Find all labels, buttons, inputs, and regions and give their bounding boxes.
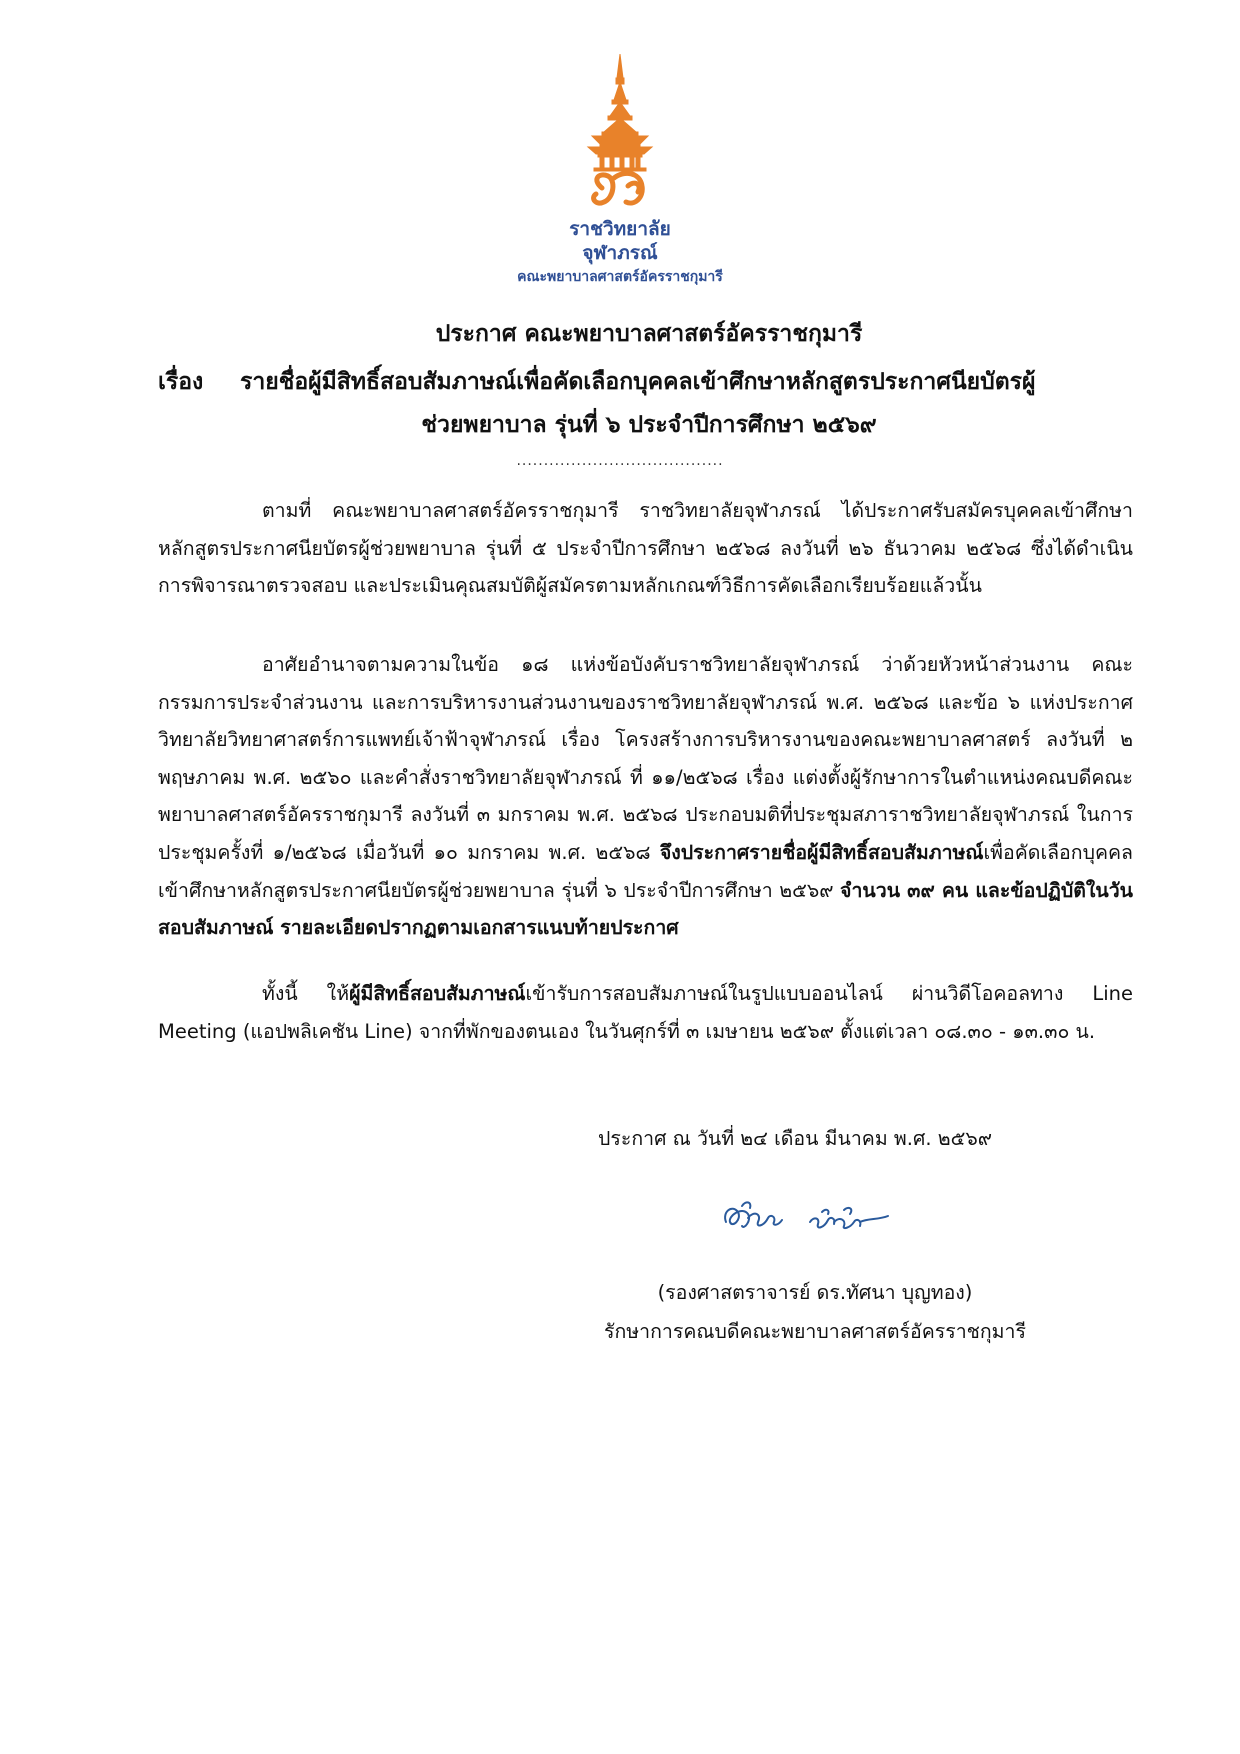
paragraph-1 — [158, 492, 1133, 605]
paragraph-3-part-a: ทั้งนี้ ให้ — [262, 982, 350, 1005]
paragraph-2 — [158, 646, 1133, 947]
handwritten-signature-icon — [718, 1192, 908, 1242]
paragraph-2-bold-d: จำนวน ๓๙ คน และข้อปฏิบัติในวันสอบสัมภาษณ์ รายละเอียดปรากฏตามเอกสารแนบท้ายประกาศ — [158, 878, 1134, 940]
paragraph-2-bold-a: จึงประกาศรายชื่อผู้มีสิทธิ์สอบสัมภาษณ์ — [659, 840, 984, 864]
logo-line-chulabhorn: จุฬาภรณ์ — [582, 242, 658, 264]
logo-line-college: ราชวิทยาลัย — [569, 218, 671, 240]
paragraph-2-text — [158, 646, 1133, 947]
paragraph-3-bold-b: ผู้มีสิทธิ์สอบสัมภาษณ์ — [349, 982, 526, 1005]
subject-label: เรื่อง — [158, 369, 204, 395]
crown-emblem-icon — [520, 48, 720, 218]
separator-dots: ...................................... — [516, 453, 724, 469]
subject-text-line2: ช่วยพยาบาล รุ่นที่ ๖ ประจำปีการศึกษา ๒๕๖๙ — [421, 412, 877, 438]
announcement-date: ประกาศ ณ วันที่ ๒๔ เดือน มีนาคม พ.ศ. ๒๕๖๙ — [598, 1127, 992, 1150]
signer-name: (รองศาสตราจารย์ ดร.ทัศนา บุญทอง) — [657, 1281, 973, 1304]
announcement-title: ประกาศ คณะพยาบาลศาสตร์อัครราชกุมารี — [435, 321, 863, 347]
paragraph-1-text: ตามที่ คณะพยาบาลศาสตร์อัครราชกุมารี ราชวิทยาลัยจุฬาภรณ์ ได้ประกาศรับสมัครบุคคลเข้าศึกษา หลักสูตรประกาศนียบัตรผู้ช่วยพยาบาล รุ่นที่ ๕ ประจำปีการศึกษา ๒๕๖๘ ลงวันที่ ๒๖ ธันวาคม ๒๕๖๘ ซึ่งได้ดำเนินการพิจารณาตรวจสอบ และประเมินคุณสมบัติผู้สมัครตามหลักเกณฑ์วิธีการคัดเลือกเรียบร้อยแล้วนั้น — [158, 499, 1133, 598]
paragraph-3 — [158, 975, 1133, 1050]
paragraph-3-text — [158, 975, 1133, 1050]
paragraph-2-part-a: อาศัยอำนาจตามความในข้อ ๑๘ แห่งข้อบังคับราชวิทยาลัยจุฬาภรณ์ ว่าด้วยหัวหน้าส่วนงาน คณะกรรมการประจำส่วนงาน และการบริหารงานส่วนงานของราชวิทยาลัยจุฬาภรณ์ พ.ศ. ๒๕๖๘ และข้อ ๖ แห่งประกาศวิทยาลัยวิทยาศาสตร์การแพทย์เจ้าฟ้าจุฬาภรณ์ เรื่อง โครงสร้างการบริหารงานของคณะพยาบาลศาสตร์ ลงวันที่ ๒ พฤษภาคม พ.ศ. ๒๕๖๐ และคำสั่งราชวิทยาลัยจุฬาภรณ์ ที่ ๑๑/๒๕๖๘ เรื่อง แต่งตั้งผู้รักษาการในตำแหน่งคณบดีคณะพยาบาลศาสตร์อัครราชกุมารี ลงวันที่ ๓ มกราคม พ.ศ. ๒๕๖๘ ประกอบมติที่ประชุมสภาราชวิทยาลัยจุฬาภรณ์ ในการประชุมครั้งที่ ๑/๒๕๖๘ เมื่อวันที่ ๑๐ มกราคม พ.ศ. ๒๕๖๘ — [158, 653, 1133, 864]
signer-title: รักษาการคณบดีคณะพยาบาลศาสตร์อัครราชกุมารี — [604, 1320, 1026, 1343]
subject-text-line1: รายชื่อผู้มีสิทธิ์สอบสัมภาษณ์เพื่อคัดเลือกบุคคลเข้าศึกษาหลักสูตรประกาศนียบัตรผู้ — [240, 369, 1036, 395]
subject-heading — [158, 362, 1140, 402]
institution-logo — [517, 48, 723, 298]
paragraph-2-part-c: เพื่อคัดเลือกบุคคลเข้าศึกษาหลักสูตรประกาศนียบัตรผู้ช่วยพยาบาล รุ่นที่ ๖ ประจำปีการศึกษา ๒๕๖๙ — [158, 840, 1133, 902]
logo-line-faculty: คณะพยาบาลศาสตร์อัครราชกุมารี — [517, 269, 723, 285]
paragraph-3-part-c: เข้ารับการสอบสัมภาษณ์ในรูปแบบออนไลน์ ผ่านวิดีโอคอลทาง Line Meeting (แอปพลิเคชัน Line) จากที่พักของตนเอง ในวันศุกร์ที่ ๓ เมษายน ๒๕๖๙ ตั้งแต่เวลา ๐๘.๓๐ - ๑๓.๓๐ น. — [158, 982, 1133, 1043]
